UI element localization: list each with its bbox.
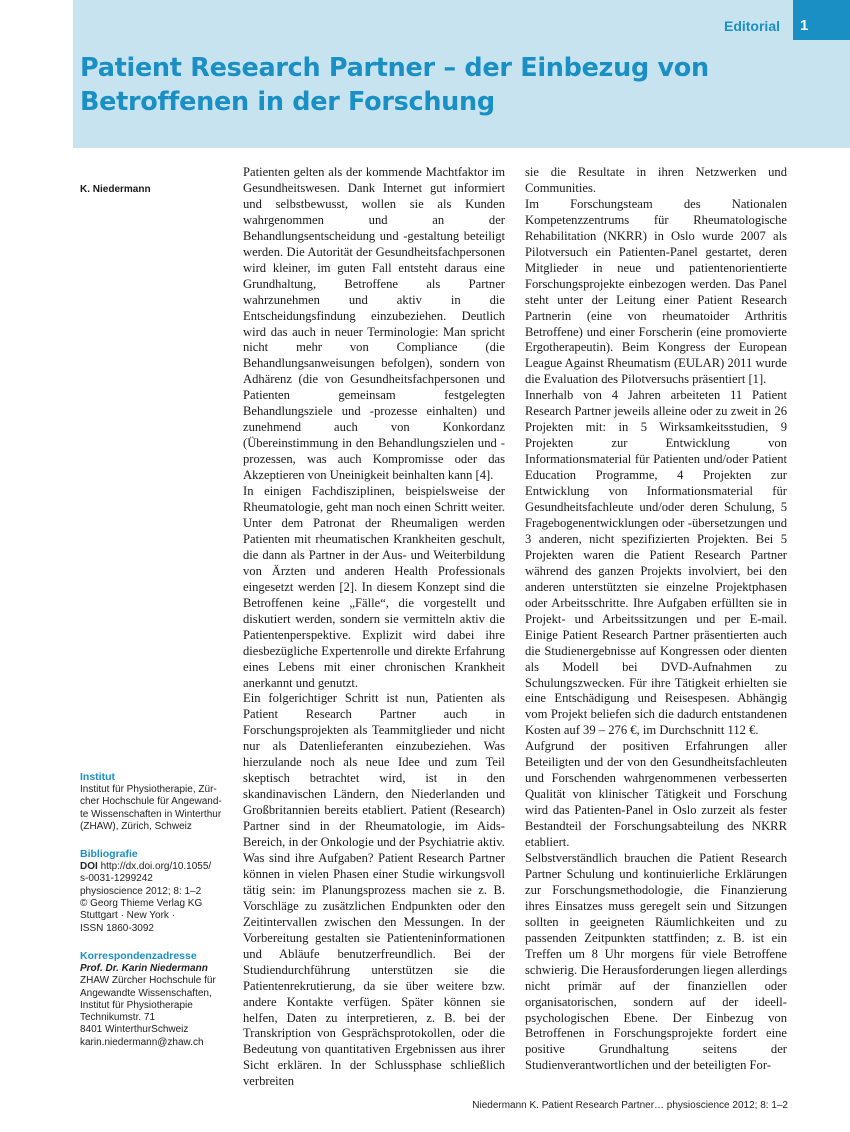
contact-line: Angewandte Wissenschaften, bbox=[80, 987, 212, 999]
doi-link[interactable]: http://dx.doi.org/10.1055/ bbox=[100, 861, 212, 873]
contact-line: ZHAW Zürcher Hochschule für bbox=[80, 975, 216, 987]
section-label: Editorial bbox=[723, 18, 780, 34]
page-footer: Niedermann K. Patient Research Partner… physioscience 2012; 8: 1–2 bbox=[472, 1100, 788, 1111]
contact-email[interactable]: karin.niedermann@zhaw.ch bbox=[80, 1036, 204, 1048]
article-title bbox=[80, 51, 780, 119]
bibliografie-heading: Bibliografie bbox=[80, 848, 138, 861]
paragraph: In einigen Fachdisziplinen, beispielsweise der Rheumatologie, geht man noch einen Schritt weiter. Unter dem Patronat der Rheumaligen werden Patienten mit rheumatischen Krankheiten geschult, die dann als Partner in der Aus- und Weiterbildung von Ärzten und anderen Health Professionals eingesetzt werden [2]. In diesem Konzept sind die Betroffenen keine „Fälle“, die vorgestellt und diskutiert werden, sondern sie vermitteln aktiv die Patientenperspektive. Explizit wird dabei ihre diesbezügliche Expertenrolle und direkte Erfahrung eines Lebens mit einer chronischen Krankheit anerkannt und genutzt. bbox=[243, 484, 505, 690]
institut-line: te Wissenschaften in Winterthur bbox=[80, 808, 222, 820]
body-column-2 bbox=[525, 165, 787, 1074]
contact-name: Prof. Dr. Karin Niedermann bbox=[80, 962, 208, 974]
body-column-1 bbox=[243, 165, 505, 1090]
title-line-1: Patient Research Partner – der Einbezug von bbox=[80, 53, 709, 83]
contact-line: Institut für Physiotherapie bbox=[80, 999, 193, 1011]
bib-line: s-0031-1299242 bbox=[80, 873, 153, 885]
korrespondenz-block bbox=[80, 949, 230, 1049]
paragraph: Patienten gelten als der kommende Machtfaktor im Gesundheitswesen. Dank Internet gut informiert und selbstbewusst, wollen sie als Kunden wahrgenommen und an der Behandlungsentscheidung und -gestaltung beteiligt werden. Die Autorität der Gesundheitsfachpersonen wird kleiner, im guten Fall entsteht daraus eine Grundhaltung, Betroffene als Partner wahrzunehmen und aktiv in die Entscheidungsfindung einzubeziehen. Deutlich wird das auch in neuer Terminologie: Man spricht nicht mehr von Compliance (die Behandlungsanweisungen befolgen), sondern von Adhärenz (die von Gesundheitsfachpersonen und Patienten gemeinsam festgelegten Behandlungsziele und -prozesse einhalten) und zunehmend auch von Konkordanz (Übereinstimmung in den Behandlungszielen und -prozessen, was auch Kompromisse oder das Akzeptieren von Uneinigkeit beinhalten kann [4]. bbox=[243, 165, 505, 483]
bib-line: © Georg Thieme Verlag KG bbox=[80, 898, 203, 910]
doi-line bbox=[80, 861, 230, 873]
institut-block bbox=[80, 770, 230, 833]
contact-line: 8401 WinterthurSchweiz bbox=[80, 1024, 189, 1036]
institut-line: (ZHAW), Zürich, Schweiz bbox=[80, 820, 192, 832]
paragraph: Im Forschungsteam des Nationalen Kompetenzzentrums für Rheumatologische Rehabilitation (NKRR) in Oslo wurde 2007 als Pilotversuch ein Patienten-Panel gestartet, deren Mitglieder in neue und patientenorientierte Forschungsprojekte einbezogen werden. Das Panel steht unter der Leitung einer Patient Research Partnerin (eine von rheumatoider Arthritis Betroffene) und einer Forscherin (eine promovierte Ergotherapeutin). Beim Kongress der European League Against Rheumatism (EULAR) 2011 wurde die Evaluation des Pilotversuchs präsentiert [1]. bbox=[525, 196, 787, 387]
paragraph: Selbstverständlich brauchen die Patient Research Partner Schulung und kontinuierliche Erklärungen zur Forschungsmethodologie, die Finanzierung ihres Einsatzes muss geregelt sein und Sitzungen sollten in geeigneten Räumlichkeiten und zu passenden Zeitpunkten stattfinden; z. B. ist ein Treffen um 8 Uhr morgens für viele Betroffene schwierig. Die Herausforderungen liegen allerdings nicht primär auf der finanziellen oder organisatorischen, sondern auf der ideell-psychologischen Ebene. Der Einbezug von Betroffenen in Forschungsprojekte fordert eine positive Grundhaltung seitens der Studienverantwortlichen und der beteiligten For- bbox=[525, 850, 787, 1073]
institut-line: Institut für Physiotherapie, Zür- bbox=[80, 784, 217, 795]
page-number: 1 bbox=[793, 0, 850, 40]
paragraph: Aufgrund der positiven Erfahrungen aller Beteiligten und der von den Gesundheitsfachleuten und Forschenden wahrgenommenen verbesserten Qualität von klinischer Tätigkeit und Forschung wird das Patienten-Panel in Oslo zurzeit als fester Bestandteil der Forschungsabteilung des NKRR etabliert. bbox=[525, 739, 787, 850]
paragraph: sie die Resultate in ihren Netzwerken und Communities. bbox=[525, 165, 787, 195]
bib-line: Stuttgart · New York · bbox=[80, 910, 176, 922]
paragraph: Innerhalb von 4 Jahren arbeiteten 11 Patient Research Partner jeweils alleine oder zu zweit in 26 Projekten mit: in 5 Wirksamkeitsstudien, 9 Projekten zur Entwicklung von Informationsmaterial für Patienten und/oder Patient Education Programme, 4 Projekten zur Entwicklung von Informationsmaterial für Gesundheitsfachleute und/oder deren Schulung, 5 Fragebogenentwicklungen oder -übersetzungen und 3 anderen, nicht spezifizierten Projekten. Bei 5 Projekten waren die Patient Research Partner während des ganzen Projekts involviert, bei den anderen unterstützten sie einzelne Projektphasen oder Arbeitsschritte. Ihre Aufgaben erfüllten sie in Projekt- und Arbeitssitzungen und per E-mail. Einige Patient Research Partner präsentierten auch die Studienergebnisse auf Kongressen oder dienten als Modell bei DVD-Aufnahmen zu Schulungszwecken. Für ihre Tätigkeit erhielten sie eine Entschädigung und Reisespesen. Abhängig vom Projekt beliefen sich die dadurch entstandenen Kosten auf 39 – 276 €, im Durchschnitt 112 €. bbox=[525, 388, 787, 738]
author: K. Niedermann bbox=[80, 184, 151, 195]
korrespondenz-heading: Korrespondenzadresse bbox=[80, 949, 197, 962]
institut-heading: Institut bbox=[80, 771, 115, 783]
paragraph: Was sind ihre Aufgaben? Patient Research Partner können in vielen Phasen einer Studie wirkungsvoll tätig sein: im Planungsprozess machen sie z. B. Vorschläge zu zusätzlichen Endpunkten oder den Zeitintervallen zwischen den Messungen. In der Vorbereitung gestalten sie Patienteninformationen und Abläufe benutzerfreundlich. Bei der Studiendurchführung unterstützen sie die Patientenrekrutierung, da sie über weitere bzw. andere Kontakte verfügen. Später können sie helfen, Daten zu interpretieren, z. B. bei der Transkription von Gesprächsprotokollen, oder die Bedeutung von quantitativen Ergebnissen aus ihrer Sicht erklären. In der Schlussphase schließlich verbreiten bbox=[243, 850, 505, 1089]
doi-label: DOI bbox=[80, 861, 98, 873]
title-line-2: Betroffenen in der Forschung bbox=[80, 87, 495, 117]
institut-line: cher Hochschule für Angewand- bbox=[80, 796, 222, 808]
bib-line: physioscience 2012; 8: 1–2 bbox=[80, 885, 202, 897]
article-sidebar bbox=[80, 770, 230, 1063]
bib-line: ISSN 1860-3092 bbox=[80, 922, 154, 934]
bibliografie-block bbox=[80, 847, 230, 935]
contact-line: Technikumstr. 71 bbox=[80, 1012, 156, 1024]
paragraph: Ein folgerichtiger Schritt ist nun, Patienten als Patient Research Partner auch in Forschungsprojekten als Teammitglieder und nicht nur als Datenlieferanten einzubeziehen. Was hierzulande noch als neue Idee und zum Teil skeptisch betrachtet wird, ist in den skandinavischen Ländern, den Niederlanden und Großbritannien bereits etabliert. Patient (Research) Partner sind in der Rheumatologie, im Aids-Bereich, in der Onkologie und der Psychiatrie aktiv. bbox=[243, 691, 505, 850]
